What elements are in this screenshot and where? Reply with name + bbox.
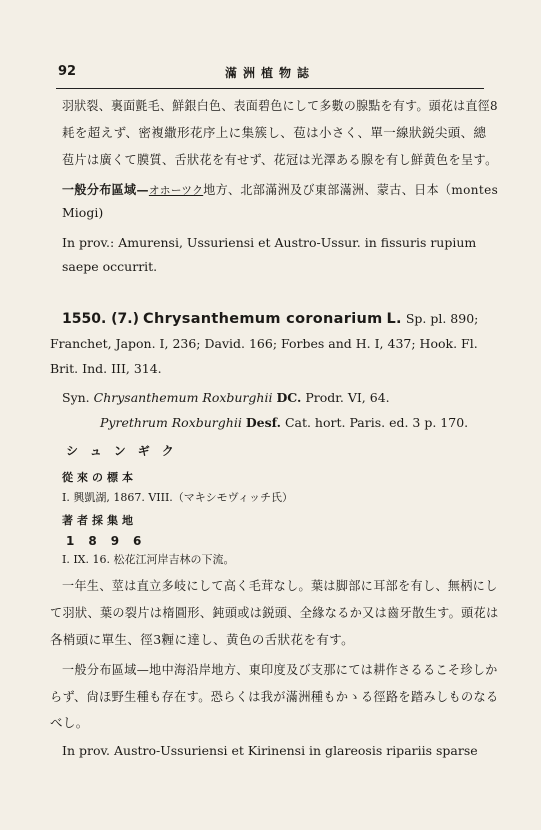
description2-line-1: 一年生、莖は直立多岐にして高く毛茸なし。葉は脚部に耳部を有し、無柄にし	[62, 578, 498, 593]
description2-line-3: 各梢頭に單生、徑3糎に達し、黄色の舌狀花を有す。	[50, 632, 355, 647]
synonym-2-author: Desf.	[245, 415, 281, 430]
synonym-1-name: Chrysanthemum Roxburghii	[93, 390, 273, 405]
latin-locality-line-2: saepe occurrit.	[62, 259, 158, 274]
distribution-rest: 地方、北部滿洲及び東部滿洲、蒙古、日本（montes	[203, 182, 499, 197]
distribution-label: 一般分布區域—	[62, 182, 149, 197]
synonym-line-2	[100, 413, 468, 433]
latin-locality2-line-1: In prov. Austro-Ussuriensi et Kirinensi in glareosis ripariis sparse	[62, 743, 478, 758]
reference-line-3: Brit. Ind. III, 314.	[50, 361, 162, 376]
collection-heading: 著者採集地	[62, 514, 137, 527]
description-line-1: 羽狀裂、裏面氈毛、鮮銀白色、表面碧色にして多數の腺點を有す。頭花は直徑8	[62, 98, 498, 113]
species-reference: Sp. pl. 890;	[405, 311, 479, 326]
reference-line-2: Franchet, Japon. I, 236; David. 166; Forbes and H. I, 437; Hook. Fl.	[50, 336, 478, 351]
specimen-entry-1: I. 興凱湖, 1867. VIII.（マキシモヴィッチ氏）	[62, 491, 294, 504]
page-number: 92	[58, 64, 77, 79]
species-name: Chrysanthemum coronarium	[143, 311, 383, 327]
distribution-region: オホーツク	[148, 184, 204, 197]
collection-year: 1896	[66, 534, 156, 548]
species-heading	[62, 309, 478, 329]
page-header	[58, 64, 482, 82]
distribution-line-1	[62, 180, 498, 201]
description2-line-2: て羽狀、葉の裂片は楕圓形、鈍頭或は鋭頭、全緣なるか又は齒牙散生す。頭花は	[50, 605, 499, 620]
synonym-label: Syn.	[62, 390, 90, 405]
japanese-name: シュンギク	[66, 444, 186, 458]
specimen-heading: 從來の標本	[62, 471, 137, 484]
description-line-3: 苞片は廣くて膜質、舌狀花を有せず、花冠は光澤ある腺を有し鮮黄色を呈す。	[62, 152, 498, 167]
distribution2-line-3: べし。	[50, 715, 89, 730]
latin-locality-line-1: In prov.: Amurensi, Ussuriensi et Austro-Ussur. in fissuris rupium	[62, 235, 477, 250]
running-title: 滿洲植物誌	[224, 66, 315, 80]
collection-entry-1: I. IX. 16. 松花江河岸吉林の下流。	[62, 553, 235, 566]
header-rule	[56, 88, 484, 89]
distribution2-line-2: らず、尙ほ野生種も存在す。恐らくは我が滿洲種もかゝる徑路を踏みしものなる	[50, 689, 499, 704]
species-number: 1550. (7.)	[62, 311, 140, 327]
synonym-2-name: Pyrethrum Roxburghii	[100, 415, 242, 430]
description-line-2: 耗を超えず、密複繖形花序上に集簇し、苞は小さく、單一線狀鋭尖頭、總	[62, 125, 487, 140]
synonym-1-reference: Prodr. VI, 64.	[305, 390, 390, 405]
distribution-line-2: Miogi)	[62, 205, 104, 220]
synonym-2-reference: Cat. hort. Paris. ed. 3 p. 170.	[284, 415, 469, 430]
synonym-line-1	[62, 388, 390, 408]
synonym-1-author: DC.	[276, 390, 302, 405]
distribution2-line-1: 一般分布區域—地中海沿岸地方、東印度及び支那にては耕作さるるこそ珍しか	[62, 662, 498, 677]
species-author: L.	[386, 311, 402, 327]
